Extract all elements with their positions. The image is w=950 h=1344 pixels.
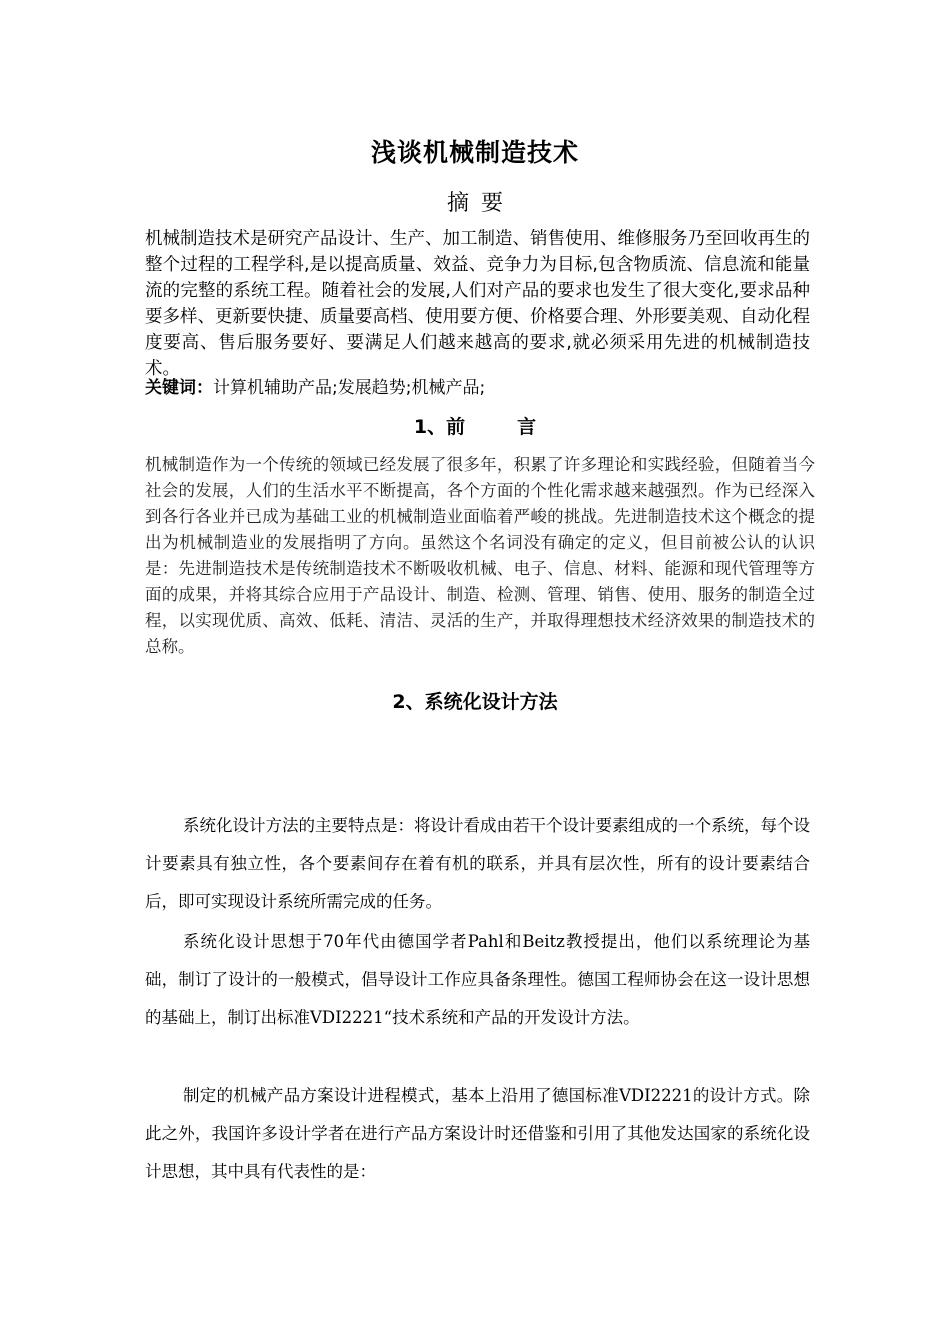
section-2-paragraph-1: 系统化设计方法的主要特点是：将设计看成由若干个设计要素组成的一个系统，每个设计要素具有独立性，各个要素间存在着有机的联系，并具有层次性，所有的设计要素结合后，即可实现设计系统所需完成的任务。 [145, 816, 810, 911]
section-1-paragraph: 机械制造作为一个传统的领域已经发展了很多年，积累了许多理论和实践经验，但随着当今社会的发展，人们的生活水平不断提高，各个方面的个性化需求越来越强烈。作为已经深入到各行各业并已成为基础工业的机械制造业面临着严峻的挑战。先进制造技术这个概念的提出为机械制造业的发展指明了方向。虽然这个名词没有确定的定义，但目前被公认的认识是：先进制造技术是传统制造技术不断吸收机械、电子、信息、材料、能源和现代管理等方面的成果，并将其综合应用于产品设计、制造、检测、管理、销售、使用、服务的制造全过程，以实现优质、高效、低耗、清洁、灵活的生产，并取得理想技术经济效果的制造技术的总称。 [145, 455, 815, 656]
abstract-heading-part-1: 摘 [446, 191, 469, 216]
keywords-text: 计算机辅助产品;发展趋势;机械产品; [213, 378, 486, 398]
section-1-heading-part-1: 1、前 [413, 416, 466, 438]
keywords-line [145, 376, 810, 400]
document-title: 浅谈机械制造技术 [370, 138, 579, 167]
abstract-text: 机械制造技术是研究产品设计、生产、加工制造、销售使用、维修服务乃至回收再生的整个过程的工程学科,是以提高质量、效益、竞争力为目标,包含物质流、信息流和能量流的完整的系统工程。随着社会的发展,人们对产品的要求也发生了很大变化,要求品种要多样、更新要快捷、质量要高档、使用要方便、价格要合理、外形要美观、自动化程度要高、售后服务要好、要满足人们越来越高的要求,就必须采用先进的机械制造技术。 [145, 229, 810, 379]
abstract-heading-part-2: 要 [480, 191, 503, 216]
section-1-heading-part-2: 言 [517, 416, 537, 438]
abstract-heading [0, 186, 950, 217]
section-2-paragraph-2: 系统化设计思想于70年代由德国学者Pahl和Beitz教授提出，他们以系统理论为基础，制订了设计的一般模式，倡导设计工作应具备条理性。德国工程师协会在这一设计思想的基础上，制订出标准VDI2221“技术系统和产品的开发设计方法。 [145, 932, 810, 1027]
section-2-paragraph-3: 制定的机械产品方案设计进程模式，基本上沿用了德国标准VDI2221的设计方式。除此之外，我国许多设计学者在进行产品方案设计时还借鉴和引用了其他发达国家的系统化设计思想，其中具有代表性的是： [145, 1086, 810, 1181]
section-2-heading: 2、系统化设计方法 [392, 691, 558, 713]
section-1-heading [0, 412, 950, 439]
keywords-label: 关键词： [145, 378, 213, 398]
